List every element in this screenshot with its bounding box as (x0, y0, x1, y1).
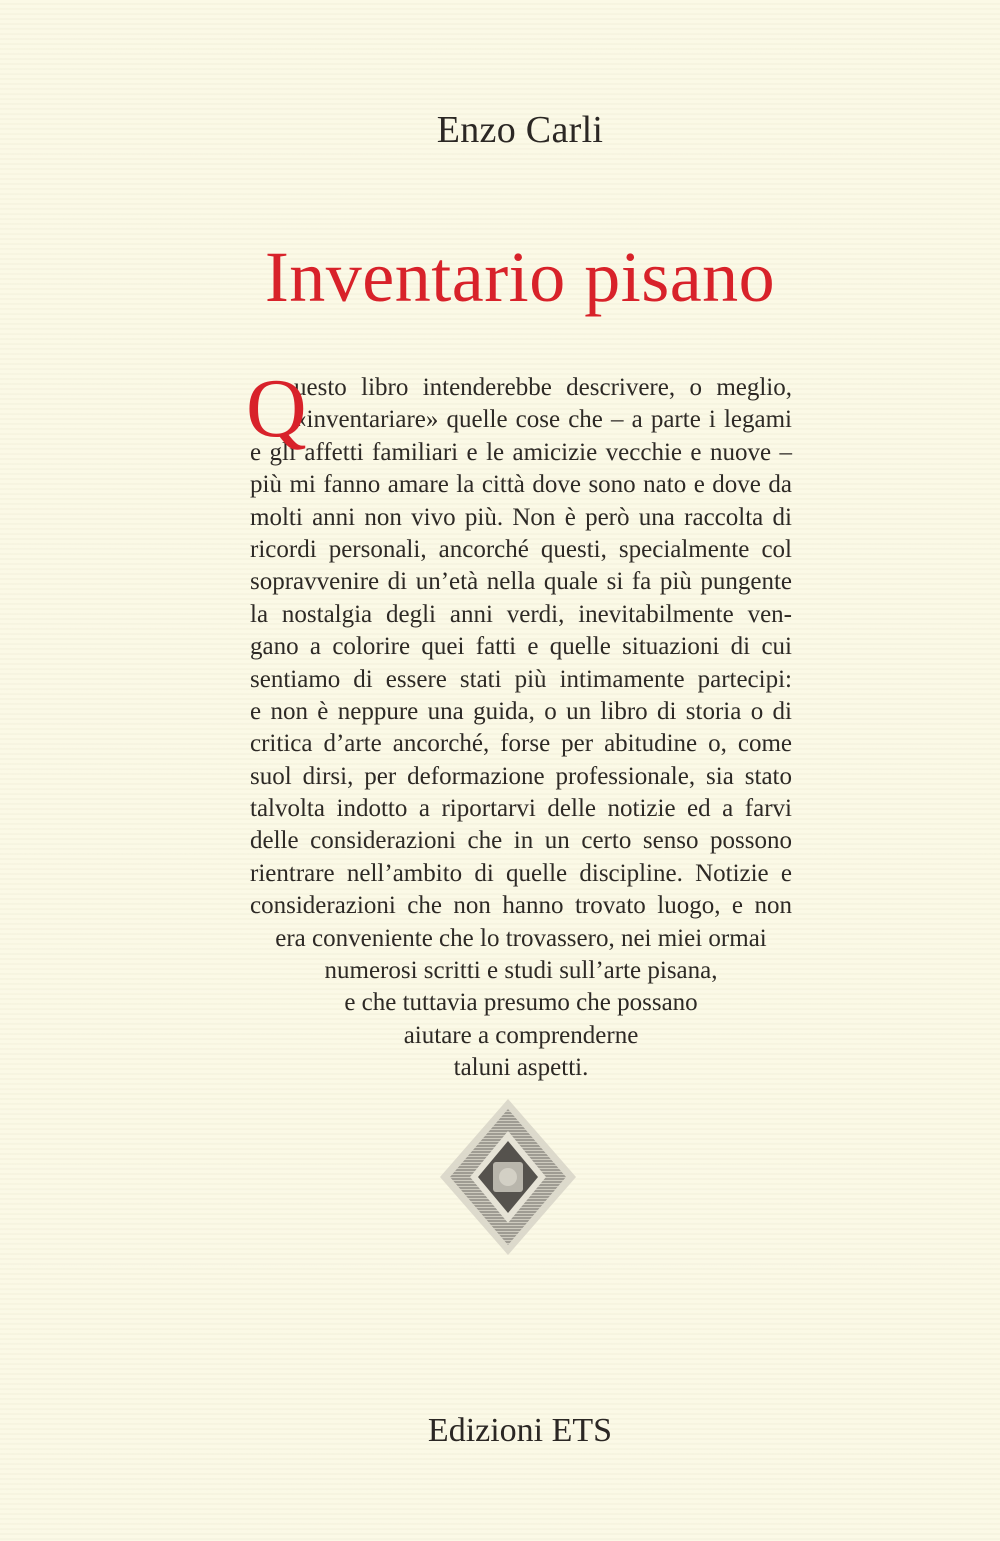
book-title: Inventario pisano (264, 237, 776, 317)
blurb-line: critica d’arte ancorché, forse per abitudine o, come (250, 730, 792, 758)
blurb-line: «inventariare» quelle cose che – a parte i legami (294, 406, 792, 434)
blurb-line: delle considerazioni che in un certo senso possono (250, 827, 792, 855)
diamond-ornament-icon (438, 1097, 578, 1257)
author-name: Enzo Carli (436, 109, 604, 151)
publisher-name: Edizioni ETS (427, 1412, 613, 1449)
blurb-line: considerazioni che non hanno trovato luogo, e non (250, 892, 792, 920)
blurb-line: talvolta indotto a riportarvi delle notizie ed a farvi (250, 795, 792, 823)
blurb-line: e gli affetti familiari e le amicizie vecchie e nuove – (250, 438, 792, 466)
blurb-line: e che tuttavia presumo che possano (344, 989, 698, 1017)
blurb-line: aiutare a comprenderne (403, 1021, 639, 1049)
blurb-line: suol dirsi, per deformazione professionale, sia stato (250, 762, 792, 790)
drop-cap: Q (246, 362, 307, 455)
blurb-line: rientrare nell’ambito di quelle discipline. Notizie e (250, 859, 792, 887)
blurb-line: gano a colorire quei fatti e quelle situazioni di cui (250, 633, 792, 661)
blurb-line: ricordi personali, ancorché questi, specialmente col (250, 535, 792, 563)
blurb-line: e non è neppure una guida, o un libro di storia o di (250, 697, 792, 725)
blurb-line: taluni aspetti. (453, 1054, 589, 1082)
blurb-line: la nostalgia degli anni verdi, inevitabilmente ven- (250, 600, 792, 628)
blurb-line: era conveniente che lo trovassero, nei miei ormai (275, 924, 767, 952)
blurb-line: numerosi scritti e studi sull’arte pisana, (324, 957, 718, 985)
blurb-line: più mi fanno amare la città dove sono nato e dove da (250, 471, 792, 499)
cover-blurb (246, 362, 792, 1085)
blurb-line: uesto libro intenderebbe descrivere, o meglio, (294, 374, 792, 401)
blurb-line: sopravvenire di un’età nella quale si fa più pungente (250, 568, 792, 596)
blurb-line: molti anni non vivo più. Non è però una raccolta di (250, 503, 792, 531)
blurb-line: sentiamo di essere stati più intimamente partecipi: (250, 665, 792, 693)
